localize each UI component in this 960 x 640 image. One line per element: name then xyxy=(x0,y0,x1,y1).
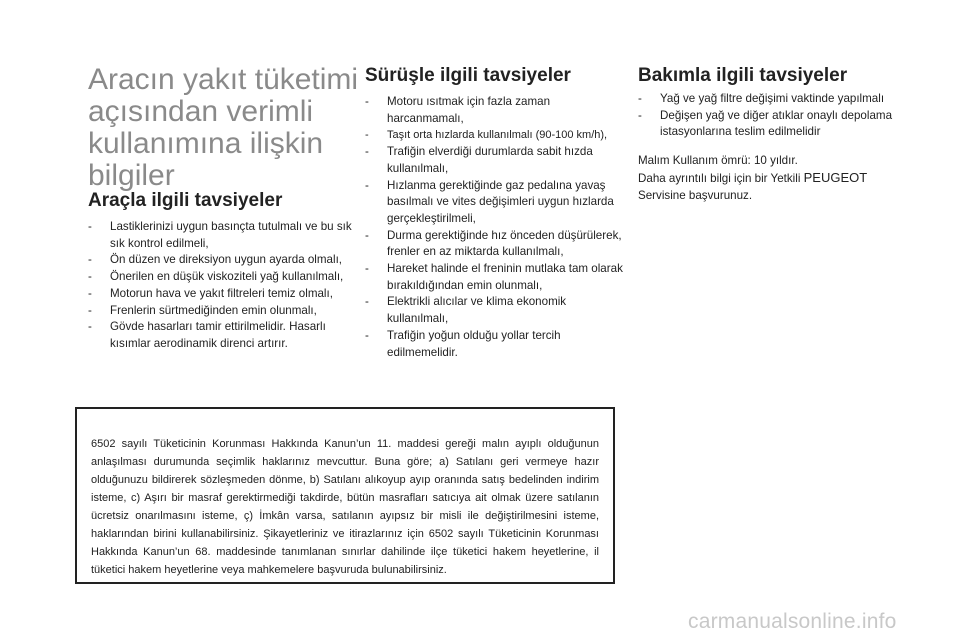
vehicle-advice-heading: Araçla ilgili tavsiyeler xyxy=(88,190,283,211)
list-item: - Frenlerin sürtmediğinden emin olunmalı, xyxy=(88,303,360,320)
dealer-info-suffix: Servisine başvurunuz. xyxy=(638,188,753,202)
dealer-info xyxy=(638,170,900,204)
list-item: - Lastiklerinizi uygun basınçta tutulmalı ve bu sık sık kontrol edilmeli, xyxy=(88,219,360,252)
list-item: - Taşıt orta hızlarda kullanılmalı (90-100 km/h), xyxy=(365,127,627,144)
driving-advice-heading: Sürüşle ilgili tavsiyeler xyxy=(365,65,571,86)
vehicle-advice-list xyxy=(88,219,360,353)
list-item: - Gövde hasarları tamir ettirilmelidir. Hasarlı kısımlar aerodinamik direnci artırır. xyxy=(88,319,360,352)
list-item: - Değişen yağ ve diğer atıklar onaylı depolama istasyonlarına teslim edilmelidir xyxy=(638,108,900,141)
list-item: - Önerilen en düşük viskoziteli yağ kullanılmalı, xyxy=(88,269,360,286)
page-title: Aracın yakıt tüketimi açısından verimli kullanımına ilişkin bilgiler xyxy=(88,63,359,192)
list-item: - Motoru ısıtmak için fazla zaman harcanmamalı, xyxy=(365,94,627,127)
list-item: - Hızlanma gerektiğinde gaz pedalına yavaş basılmalı ve vites değişimleri uygun hızlarda gerçekleştirilmeli, xyxy=(365,178,627,228)
consumer-rights-notice xyxy=(75,407,615,584)
maintenance-advice-heading: Bakımla ilgili tavsiyeler xyxy=(638,65,848,86)
maintenance-advice-list xyxy=(638,91,900,141)
lifetime-text: Malım Kullanım ömrü: 10 yıldır. xyxy=(638,154,798,167)
list-item: - Durma gerektiğinde hız önceden düşürülerek, frenler en az miktarda kullanılmalı, xyxy=(365,228,627,261)
list-item: - Elektrikli alıcılar ve klima ekonomik kullanılmalı, xyxy=(365,294,627,327)
list-item: - Hareket halinde el freninin mutlaka tam olarak bırakıldığından emin olunmalı, xyxy=(365,261,627,294)
list-item: - Trafiğin yoğun olduğu yollar tercih edilmemelidir. xyxy=(365,328,627,361)
list-item: - Trafiğin elverdiği durumlarda sabit hızda kullanılmalı, xyxy=(365,144,627,177)
notice-text: 6502 sayılı Tüketicinin Korunması Hakkında Kanun’un 11. maddesi gereği malın ayıplı olduğunun anlaşılması durumunda seçimlik haklarınız mevcuttur. Buna göre; a) Satılanı geri vermeye hazır olduğunuzu bildirerek sözleşmeden dönme, b) Satılanı alıkoyup ayıp oranında satış bedelinden indirim isteme, c) Aşırı bir masraf gerektirmediği takdirde, bütün masrafları satıcıya ait olmak üzere satılanın ücretsiz onarılmasını isteme, ç) İmkân varsa, satılanın ayıpsız bir misli ile değiştirilmesini isteme, haklarından birini kullanabilirsiniz. Şikayetleriniz ve itirazlarınız için 6502 sayılı Tüketicinin Korunması Hakkında Kanun’un 68. maddesinde tanımlanan sınırlar dahilinde ilçe tüketici hakem heyetlerine, il tüketici hakem heyetlerine veya mahkemelere başvuruda bulunabilirsiniz. xyxy=(91,438,599,576)
list-item: - Motorun hava ve yakıt filtreleri temiz olmalı, xyxy=(88,286,360,303)
list-item: - Yağ ve yağ filtre değişimi vaktinde yapılmalı xyxy=(638,91,900,108)
driving-advice-list xyxy=(365,94,627,361)
brand-name: PEUGEOT xyxy=(803,170,868,185)
dealer-info-prefix: Daha ayrıntılı bilgi için bir Yetkili xyxy=(638,172,801,185)
watermark: carmanualsonline.info xyxy=(688,610,897,633)
list-item: - Ön düzen ve direksiyon uygun ayarda olmalı, xyxy=(88,252,360,269)
